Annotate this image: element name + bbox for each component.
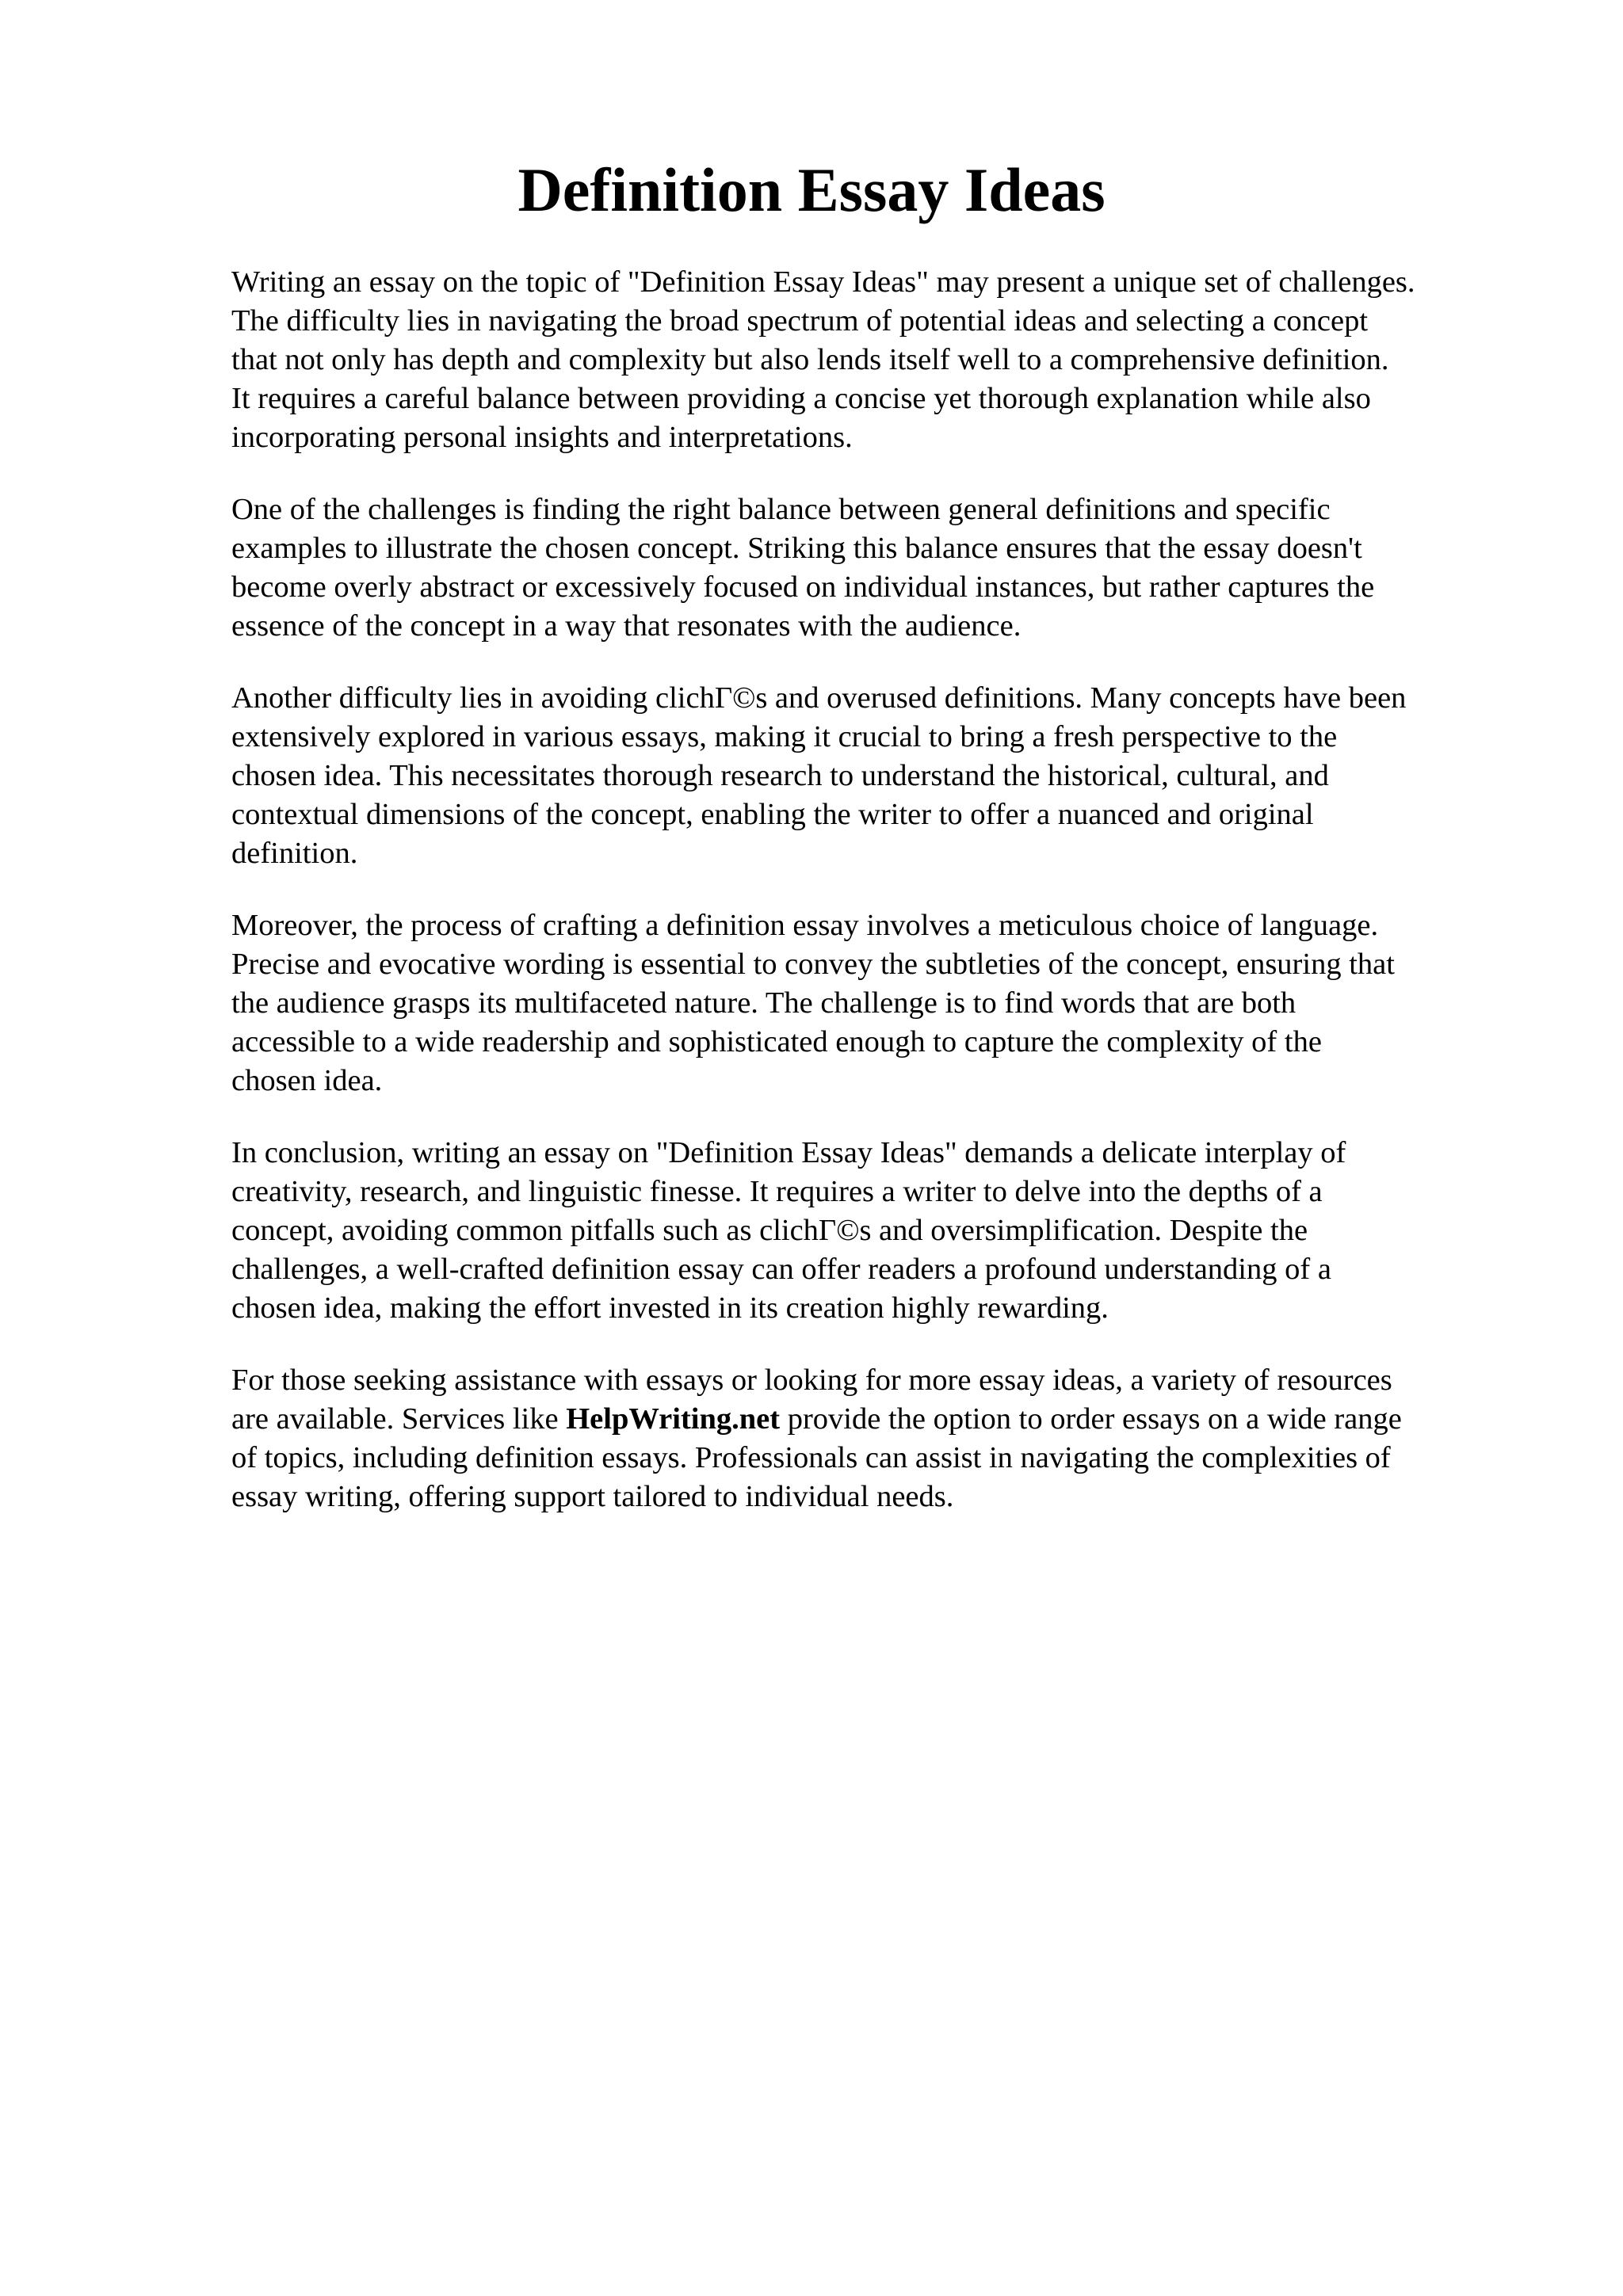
text-line: of topics, including definition essays. Professionals can assist in navigating the complexities of — [231, 1441, 1391, 1474]
text-line: become overly abstract or excessively focused on individual instances, but rather captures the — [231, 570, 1375, 604]
text-line — [231, 1400, 1531, 1439]
text-line: contextual dimensions of the concept, enabling the writer to offer a nuanced and original — [231, 798, 1314, 831]
text-segment: are available. Services like — [231, 1402, 567, 1436]
text-line: extensively explored in various essays, making it crucial to bring a fresh perspective to the — [231, 720, 1338, 753]
text-line: For those seeking assistance with essays or looking for more essay ideas, a variety of resources — [231, 1363, 1392, 1397]
text-line: incorporating personal insights and interpretations. — [231, 421, 853, 454]
text-line: that not only has depth and complexity but also lends itself well to a comprehensive definition. — [231, 343, 1389, 376]
text-line: creativity, research, and linguistic finesse. It requires a writer to delve into the depths of a — [231, 1175, 1323, 1208]
text-line: examples to illustrate the chosen concept. Striking this balance ensures that the essay doesn't — [231, 532, 1362, 565]
text-line: the audience grasps its multifaceted nature. The challenge is to find words that are both — [231, 986, 1296, 1020]
text-segment: provide the option to order essays on a wide range — [780, 1402, 1402, 1436]
text-line: Another difficulty lies in avoiding clichГ©s and overused definitions. Many concepts have been — [231, 681, 1407, 715]
paragraph-3 — [231, 679, 1531, 873]
text-line: Moreover, the process of crafting a definition essay involves a meticulous choice of language. — [231, 909, 1379, 942]
text-line: Precise and evocative wording is essential to convey the subtleties of the concept, ensuring that — [231, 948, 1395, 981]
text-line: chosen idea, making the effort invested in its creation highly rewarding. — [231, 1291, 1109, 1325]
text-line: In conclusion, writing an essay on "Definition Essay Ideas" demands a delicate interplay of — [231, 1136, 1346, 1169]
text-line: One of the challenges is finding the right balance between general definitions and specific — [231, 493, 1331, 526]
text-line: concept, avoiding common pitfalls such as clichГ©s and oversimplification. Despite the — [231, 1214, 1308, 1247]
paragraph-5 — [231, 1134, 1531, 1328]
text-line: chosen idea. This necessitates thorough research to understand the historical, cultural, and — [231, 759, 1329, 792]
text-line: essay writing, offering support tailored to individual needs. — [231, 1480, 954, 1513]
page-title: Definition Essay Ideas — [517, 155, 1106, 224]
paragraph-6 — [231, 1361, 1531, 1516]
paragraph-2 — [231, 490, 1531, 646]
text-line: The difficulty lies in navigating the broad spectrum of potential ideas and selecting a concept — [231, 304, 1369, 338]
paragraph-1 — [231, 263, 1531, 457]
text-line: definition. — [231, 837, 358, 870]
text-line: chosen idea. — [231, 1064, 383, 1097]
text-line: essence of the concept in a way that resonates with the audience. — [231, 609, 1022, 643]
paragraph-4 — [231, 906, 1531, 1100]
text-line: Writing an essay on the topic of "Definition Essay Ideas" may present a unique set of challenges. — [231, 265, 1415, 299]
essay-body — [231, 263, 1531, 1550]
text-line: challenges, a well-crafted definition essay can offer readers a profound understanding of a — [231, 1253, 1331, 1286]
text-line: It requires a careful balance between providing a concise yet thorough explanation while also — [231, 382, 1371, 415]
text-line: accessible to a wide readership and sophisticated enough to capture the complexity of the — [231, 1025, 1322, 1058]
helpwriting-link[interactable]: HelpWriting.net — [566, 1402, 781, 1436]
